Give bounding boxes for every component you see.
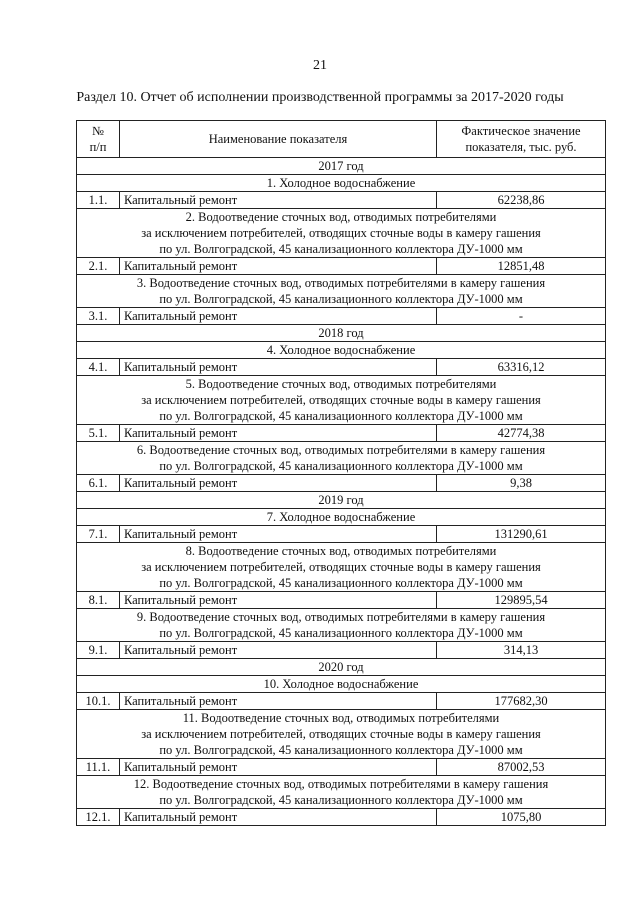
- group-row: [77, 175, 606, 192]
- table-row: [77, 642, 606, 659]
- table-row: [77, 425, 606, 442]
- group-heading: 10. Холодное водоснабжение: [77, 676, 606, 693]
- row-number: 6.1.: [77, 475, 120, 492]
- group-row: [77, 543, 606, 592]
- group-row: [77, 776, 606, 809]
- table-row: [77, 759, 606, 776]
- row-number: 5.1.: [77, 425, 120, 442]
- group-row: [77, 275, 606, 308]
- table-header-row: [77, 121, 606, 158]
- row-indicator-name: Капитальный ремонт: [120, 192, 437, 209]
- row-indicator-name: Капитальный ремонт: [120, 759, 437, 776]
- group-heading: 2. Водоотведение сточных вод, отводимых потребителями за исключением потребителей, отводящих сточные воды в камеру гашения по ул. Волгоградской, 45 канализационного коллектора ДУ-1000 мм: [77, 209, 606, 258]
- group-heading: 12. Водоотведение сточных вод, отводимых потребителями в камеру гашения по ул. Волгоградской, 45 канализационного коллектора ДУ-1000 мм: [77, 776, 606, 809]
- row-value: 12851,48: [437, 258, 606, 275]
- row-value: 9,38: [437, 475, 606, 492]
- header-actual-value: Фактическое значение показателя, тыс. руб.: [437, 121, 606, 158]
- row-indicator-name: Капитальный ремонт: [120, 258, 437, 275]
- group-heading: 6. Водоотведение сточных вод, отводимых потребителями в камеру гашения по ул. Волгоградской, 45 канализационного коллектора ДУ-1000 мм: [77, 442, 606, 475]
- row-value: -: [437, 308, 606, 325]
- row-number: 2.1.: [77, 258, 120, 275]
- group-row: [77, 376, 606, 425]
- section-title: Раздел 10. Отчет об исполнении производственной программы за 2017-2020 годы: [76, 90, 564, 105]
- table-row: [77, 693, 606, 710]
- table-row: [77, 526, 606, 543]
- group-heading: 5. Водоотведение сточных вод, отводимых потребителями за исключением потребителей, отводящих сточные воды в камеру гашения по ул. Волгоградской, 45 канализационного коллектора ДУ-1000 мм: [77, 376, 606, 425]
- report-table: [76, 120, 606, 826]
- year-row: [77, 158, 606, 175]
- table-body: [77, 158, 606, 826]
- group-heading: 3. Водоотведение сточных вод, отводимых потребителями в камеру гашения по ул. Волгоградской, 45 канализационного коллектора ДУ-1000 мм: [77, 275, 606, 308]
- group-row: [77, 509, 606, 526]
- group-row: [77, 209, 606, 258]
- row-indicator-name: Капитальный ремонт: [120, 642, 437, 659]
- group-row: [77, 442, 606, 475]
- row-indicator-name: Капитальный ремонт: [120, 359, 437, 376]
- row-value: 87002,53: [437, 759, 606, 776]
- row-number: 8.1.: [77, 592, 120, 609]
- year-row: [77, 492, 606, 509]
- row-number: 1.1.: [77, 192, 120, 209]
- header-indicator-name: Наименование показателя: [120, 121, 437, 158]
- row-number: 12.1.: [77, 809, 120, 826]
- group-heading: 9. Водоотведение сточных вод, отводимых потребителями в камеру гашения по ул. Волгоградской, 45 канализационного коллектора ДУ-1000 мм: [77, 609, 606, 642]
- group-heading: 7. Холодное водоснабжение: [77, 509, 606, 526]
- row-indicator-name: Капитальный ремонт: [120, 308, 437, 325]
- page-number: 21: [313, 58, 327, 73]
- table-row: [77, 192, 606, 209]
- group-row: [77, 676, 606, 693]
- row-number: 7.1.: [77, 526, 120, 543]
- table-row: [77, 308, 606, 325]
- group-heading: 8. Водоотведение сточных вод, отводимых потребителями за исключением потребителей, отводящих сточные воды в камеру гашения по ул. Волгоградской, 45 канализационного коллектора ДУ-1000 мм: [77, 543, 606, 592]
- year-heading: 2020 год: [77, 659, 606, 676]
- row-indicator-name: Капитальный ремонт: [120, 809, 437, 826]
- row-value: 177682,30: [437, 693, 606, 710]
- table-row: [77, 258, 606, 275]
- year-heading: 2017 год: [77, 158, 606, 175]
- year-heading: 2019 год: [77, 492, 606, 509]
- row-indicator-name: Капитальный ремонт: [120, 425, 437, 442]
- row-indicator-name: Капитальный ремонт: [120, 475, 437, 492]
- row-indicator-name: Капитальный ремонт: [120, 693, 437, 710]
- year-row: [77, 325, 606, 342]
- year-row: [77, 659, 606, 676]
- row-value: 1075,80: [437, 809, 606, 826]
- table-row: [77, 475, 606, 492]
- row-value: 131290,61: [437, 526, 606, 543]
- row-value: 62238,86: [437, 192, 606, 209]
- row-value: 42774,38: [437, 425, 606, 442]
- row-value: 63316,12: [437, 359, 606, 376]
- row-number: 11.1.: [77, 759, 120, 776]
- group-row: [77, 710, 606, 759]
- row-number: 3.1.: [77, 308, 120, 325]
- group-row: [77, 342, 606, 359]
- table-row: [77, 359, 606, 376]
- row-value: 314,13: [437, 642, 606, 659]
- table-row: [77, 592, 606, 609]
- group-heading: 4. Холодное водоснабжение: [77, 342, 606, 359]
- year-heading: 2018 год: [77, 325, 606, 342]
- row-number: 4.1.: [77, 359, 120, 376]
- header-number: № п/п: [77, 121, 120, 158]
- row-number: 9.1.: [77, 642, 120, 659]
- row-value: 129895,54: [437, 592, 606, 609]
- row-indicator-name: Капитальный ремонт: [120, 526, 437, 543]
- group-heading: 1. Холодное водоснабжение: [77, 175, 606, 192]
- table-row: [77, 809, 606, 826]
- row-number: 10.1.: [77, 693, 120, 710]
- group-row: [77, 609, 606, 642]
- group-heading: 11. Водоотведение сточных вод, отводимых потребителями за исключением потребителей, отводящих сточные воды в камеру гашения по ул. Волгоградской, 45 канализационного коллектора ДУ-1000 мм: [77, 710, 606, 759]
- row-indicator-name: Капитальный ремонт: [120, 592, 437, 609]
